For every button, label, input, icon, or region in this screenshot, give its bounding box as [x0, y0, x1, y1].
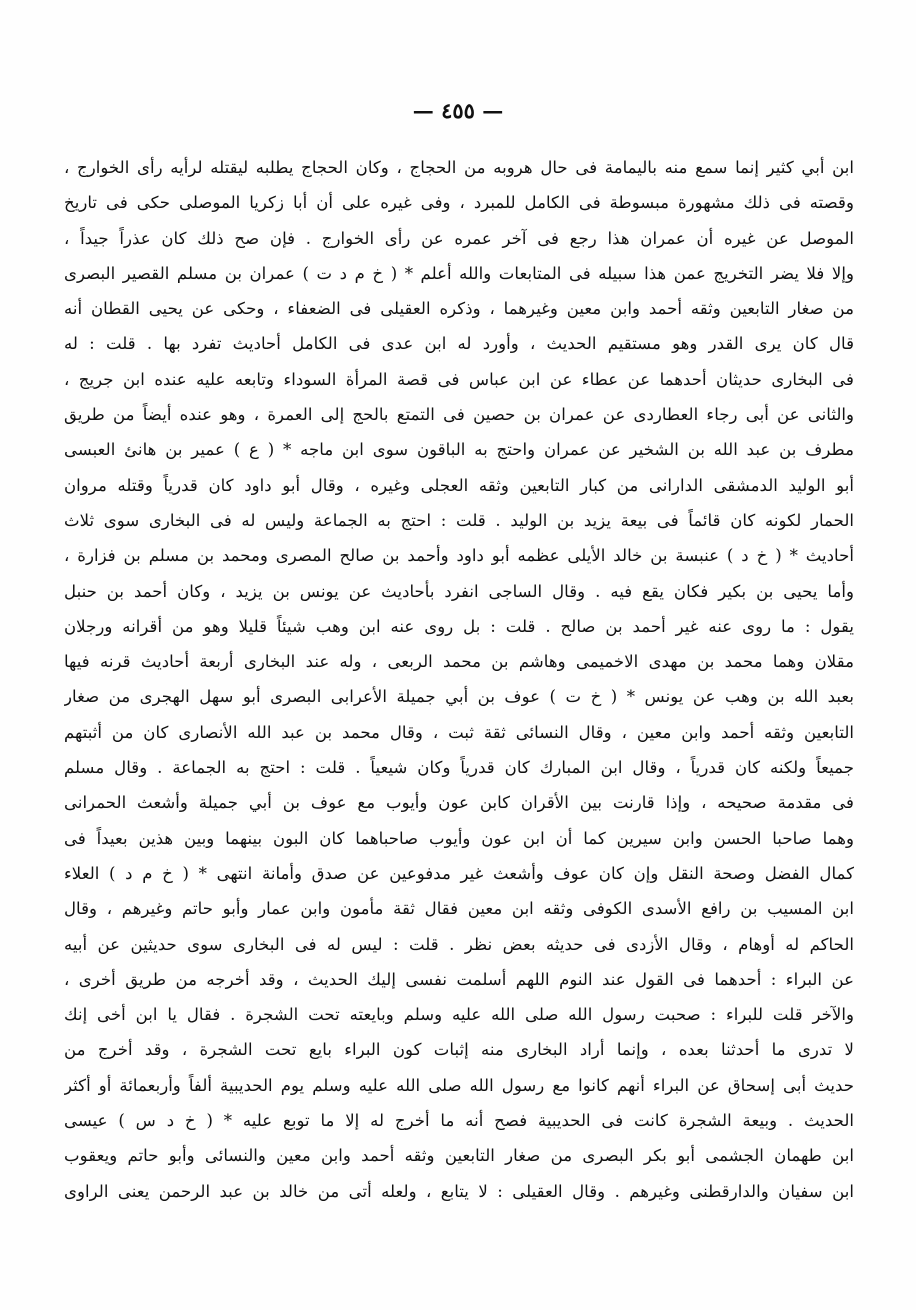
- text-line: وإلا فلا يضر التخريج عمن هذا سبيله فى المتابعات والله أعلم * ( خ م د ت ) عمران بن مسلم القصير البصرى: [64, 263, 854, 283]
- page-number: — ٤٥٥ —: [412, 98, 504, 123]
- text-line: قال كان يرى القدر وهو مستقيم الحديث ، وأورد له ابن عدى فى الكامل أحاديث تفرد بها . قلت : له: [64, 334, 854, 354]
- text-line: الحمار لكونه كان قائماً فى بيعة يزيد بن الوليد . قلت : احتج به الجماعة وليس له فى البخارى سوى ثلاث: [64, 510, 854, 530]
- text-line: ابن المسيب بن رافع الأسدى الكوفى وثقه ابن معين فقال ثقة مأمون وابن عمار وأبو حاتم وغيرهم ، وقال: [64, 899, 854, 919]
- text-line: ابن أبي كثير إنما سمع منه باليمامة فى حال هروبه من الحجاج ، وكان الحجاج يطلبه ليقتله لرأيه رأى الخوارج ،: [64, 158, 854, 177]
- text-line: ابن طهمان الجشمى أبو بكر البصرى من صغار التابعين وثقه أحمد وابن معين والنسائى وأبو حاتم ويعقوب: [64, 1146, 854, 1166]
- text-line: وهما صاحبا الحسن وابن سيرين كما أن ابن عون وأيوب صاحباهما كان البون بينهما وبين هذين بعيداً فى: [64, 828, 854, 848]
- text-line: كمال الفضل وصحة النقل وإن كان عوف وأشعث غير مدفوعين عن صدق وأمانة انتهى * ( خ م د ) العلاء: [64, 863, 854, 883]
- text-line: يقول : ما روى عنه غير أحمد بن صالح . قلت : بل روى عنه ابن وهب شيئاً قليلا وهو من أقرانه ورجلان: [64, 616, 854, 636]
- text-line: وأما يحيى بن بكير فكان يقع فيه . وقال الساجى انفرد بأحاديث عن يونس بن يزيد ، وكان أحمد بن حنبل: [64, 581, 854, 601]
- text-line: التابعين وثقه أحمد وابن معين ، وقال النسائى ثقة ثبت ، وقال محمد بن عبد الله الأنصارى كان من أثبتهم: [64, 722, 854, 742]
- text-line: جميعاً ولكنه كان قدرياً ، وقال ابن المبارك كان قدرياً وكان شيعياً . قلت : احتج به الجماعة . وقال مسلم: [64, 758, 854, 778]
- text-line: عن البراء : أحدهما فى القول عند النوم اللهم أسلمت نفسى إليك الحديث ، وقد أخرجه من طريق أخرى ،: [64, 969, 854, 989]
- text-line: فى البخارى حديثان أحدهما عن عطاء عن ابن عباس فى قصة المرأة السوداء وتابعه عليه عنده ابن جريج ،: [64, 369, 854, 389]
- text-line: مطرف بن عبد الله بن الشخير عن عمران واحتج به الباقون سوى ابن ماجه * ( ع ) عمير بن هانئ العبسى: [64, 440, 854, 460]
- text-line: الحديث . وبيعة الشجرة كانت فى الحديبية فصح أنه ما أخرج له إلا ما توبع عليه * ( خ د س ) عيسى: [64, 1111, 854, 1131]
- text-line: ابن سفيان والدارقطنى وغيرهم . وقال العقيلى : لا يتابع ، ولعله أتى من خالد بن عبد الرحمن يعنى الراوى: [64, 1181, 854, 1201]
- text-line: أحاديث * ( خ د ) عنبسة بن خالد الأيلى عظمه أبو داود وأحمد بن صالح المصرى ومحمد بن مسلم بن فزارة ،: [64, 546, 854, 566]
- text-line: أبو الوليد الدمشقى الدارانى من كبار التابعين وثقه العجلى وغيره ، وقال أبو داود كان قدرياً وقتله مروان: [64, 475, 854, 495]
- text-line: والثانى عن أبى رجاء العطاردى عن عمران بن حصين فى التمتع بالحج إلى العمرة ، وهو عنده أيضاً من طريق: [64, 405, 854, 425]
- text-line: وقصته فى ذلك مشهورة مبسوطة فى الكامل للمبرد ، وفى غيره على أن أبا زكريا الموصلى حكى فى تاريخ: [64, 193, 854, 213]
- body-text: [64, 150, 854, 1209]
- text-line: من صغار التابعين وثقه أحمد وابن معين وغيرهما ، وذكره العقيلى فى الضعفاء ، وحكى عن يحيى القطان أنه: [64, 299, 854, 319]
- text-line: حديث أبى إسحاق عن البراء أنهم كانوا مع رسول الله صلى الله عليه وسلم يوم الحديبية ألفاً وأربعمائة أو أكثر: [64, 1075, 854, 1095]
- text-line: الموصل عن غيره أن عمران هذا رجع فى آخر عمره عن رأى الخوارج . فإن صح ذلك كان عذراً جيداً ،: [64, 228, 854, 248]
- text-line: بعبد الله بن وهب عن يونس * ( خ ت ) عوف بن أبي جميلة الأعرابى البصرى أبو سهل الهجرى من صغار: [64, 687, 854, 707]
- text-line: الحاكم له أوهام ، وقال الأزدى فى حديثه بعض نظر . قلت : ليس له فى البخارى سوى حديثين عن أبيه: [64, 934, 854, 954]
- text-line: والآخر قلت للبراء : صحبت رسول الله صلى الله عليه وسلم وبايعته تحت الشجرة . فقال يا ابن أخى إنك: [64, 1005, 854, 1025]
- text-line: فى مقدمة صحيحه ، وإذا قارنت بين الأقران كابن عون وأيوب مع عوف بن أبي جميلة وأشعث الحمرانى: [64, 793, 854, 813]
- text-line: لا تدرى ما أحدثنا بعده ، وإنما أراد البخارى منه إثبات كون البراء بايع تحت الشجرة ، وقد أخرج من: [64, 1040, 854, 1060]
- text-line: مقلان وهما محمد بن مهدى الاخميمى وهاشم بن محمد الربعى ، وله عند البخارى أربعة أحاديث قرنه فيها: [64, 652, 854, 672]
